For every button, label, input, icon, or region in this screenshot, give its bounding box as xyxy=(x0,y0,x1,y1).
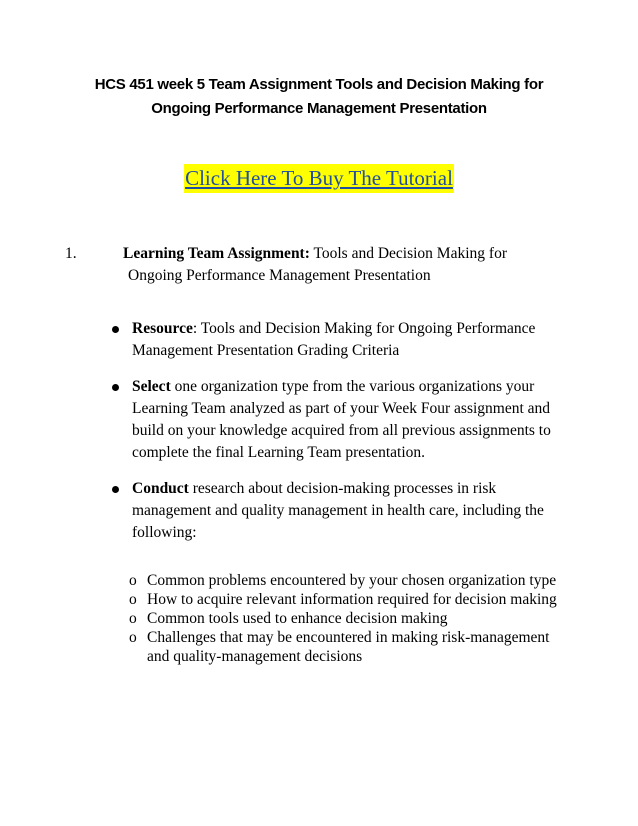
sub-list-item xyxy=(129,571,569,590)
bullet-dot-icon xyxy=(112,326,119,333)
bullet-item-resource xyxy=(112,318,552,362)
bullet-list xyxy=(112,318,552,558)
bullet-dot-icon xyxy=(112,486,119,493)
bullet-body: research about decision-making processes in risk management and quality management in health care, including the following: xyxy=(132,480,544,541)
bullet-body: one organization type from the various organizations your Learning Team analyzed as part of your Week Four assignment and build on your knowledge acquired from all previous assignments to complete the final Learning Team presentation. xyxy=(132,378,551,461)
item-text xyxy=(83,243,553,287)
bullet-bold-label: Conduct xyxy=(132,480,189,497)
sub-item-text: Common tools used to enhance decision making xyxy=(147,610,448,627)
sub-list-item xyxy=(129,628,569,666)
bullet-bold-label: Resource xyxy=(132,320,193,337)
sub-marker: o xyxy=(129,610,137,627)
sub-list-item xyxy=(129,590,569,609)
sub-marker: o xyxy=(129,591,137,608)
bullet-dot-icon xyxy=(112,384,119,391)
sub-list xyxy=(129,571,569,666)
sub-list-item xyxy=(129,609,569,628)
sub-marker: o xyxy=(129,629,137,646)
buy-link-container xyxy=(0,164,638,193)
sub-item-text: Common problems encountered by your chosen organization type xyxy=(147,572,557,589)
bullet-body: : Tools and Decision Making for Ongoing Performance Management Presentation Grading Criteria xyxy=(132,320,536,359)
title-line-1: HCS 451 week 5 Team Assignment Tools and Decision Making for xyxy=(94,76,544,93)
numbered-item-1 xyxy=(65,243,553,287)
item-bold-label: Learning Team Assignment: xyxy=(123,245,310,262)
document-title xyxy=(60,73,578,121)
sub-item-text: How to acquire relevant information required for decision making xyxy=(147,591,557,608)
sub-item-text: Challenges that may be encountered in making risk-management and quality-management decisions xyxy=(147,629,550,665)
bullet-item-select xyxy=(112,376,552,464)
item-number: 1. xyxy=(65,245,77,262)
title-line-2: Ongoing Performance Management Presentation xyxy=(151,100,487,117)
bullet-bold-label: Select xyxy=(132,378,171,395)
buy-tutorial-link[interactable]: Click Here To Buy The Tutorial xyxy=(184,164,454,193)
item-body: Tools and Decision Making for Ongoing Performance Management Presentation xyxy=(128,245,507,284)
bullet-item-conduct xyxy=(112,478,552,544)
sub-marker: o xyxy=(129,572,137,589)
